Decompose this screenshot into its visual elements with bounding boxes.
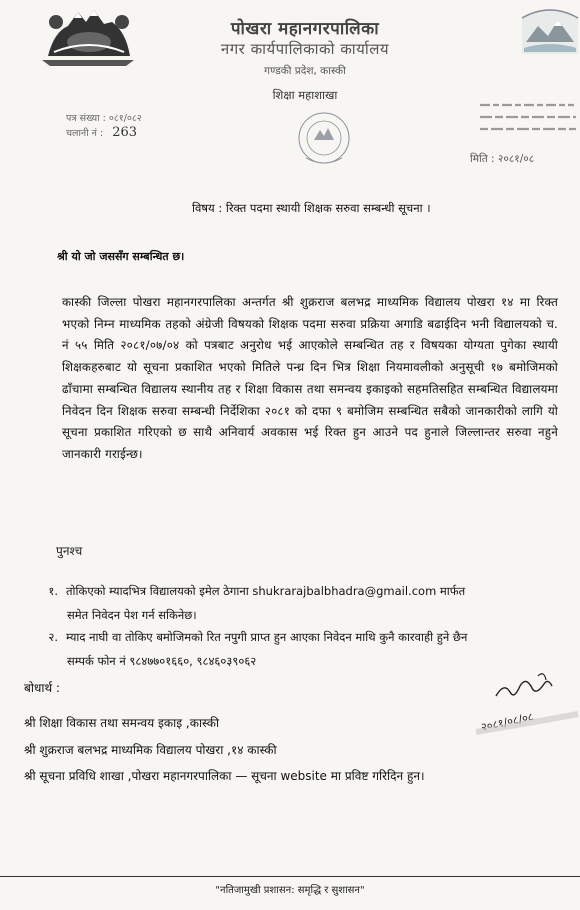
official-stamp [290, 110, 358, 170]
province-district: गण्डकी प्रदेश, कास्की [264, 65, 346, 77]
letter-date: मिति : २०८१/०८ [470, 153, 535, 165]
subject-line: विषय : रिक्त पदमा स्थायी शिक्षक सरुवा सम्बन्धी सूचना । [192, 201, 431, 215]
salutation: श्री यो जो जससँग सम्बन्धित छ। [57, 250, 185, 263]
cc-recipient: श्री शुक्रराज बलभद्र माध्यमिक विद्यालय पोखरा ,१४ कास्की [24, 743, 277, 757]
postscript-item-1 [34, 579, 562, 627]
item-text: म्याद नाघी वा तोकिए बमोजिमको रित नपुगी प्राप्त हुन आएका निवेदन माथि कुनै कारवाही हुने छैन [66, 630, 468, 644]
signature-date: २०८१/०८/०८ [479, 710, 535, 734]
municipality-name: पोखरा महानगरपालिका [230, 19, 380, 39]
item-number: १. [48, 584, 58, 598]
nepal-emblem-logo [34, 2, 144, 68]
item-text: तोकिएको म्यादभित्र विद्यालयको इमेल ठेगाना shukrarajbalbhadra@gmail.com मार्फत [66, 584, 466, 598]
footer-slogan: "नतिजामुखी प्रशासन: समृद्धि र सुशासन" [215, 885, 365, 896]
reference-number [66, 111, 142, 124]
reference-label: पत्र संख्या : [66, 113, 106, 124]
cc-label: बोधार्थ : [24, 681, 60, 695]
office-name: नगर कार्यपालिकाको कार्यालय [220, 40, 390, 58]
postscript-label: पुनश्च [56, 544, 83, 558]
contact-info-block [478, 99, 578, 139]
footer-divider [0, 876, 580, 877]
dispatch-value: 263 [112, 125, 138, 140]
notice-body: कास्की जिल्ला पोखरा महानगरपालिका अन्तर्गत श्री शुक्रराज बलभद्र माध्यमिक विद्यालय पोखरा १४ मा रिक्त भएको निम्न माध्यमिक तहको अंग्रेजी विषयको शिक्षक पदमा सरुवा प्रक्रिया अगाडि बढाईदिन भनी विद्यालयको च. नं ५५ मिति २०८१/०७/०४ को पत्रबाट अनुरोध भई आएकोले सम्बन्धित तह र विषयका योग्यता पुगेका स्थायी शिक्षकहरुबाट यो सूचना प्रकाशित भएको मितिले पन्ध्र दिन भित्र शिक्षा नियमावलीको अनुसूची १७ बमोजिमको ढाँचामा सम्बन्धित विद्यालय स्थानीय तह र शिक्षा विकास तथा समन्वय इकाइको सहमतिसहित सम्बन्धित विद्यालयमा निवेदन दिन शिक्षक सरुवा सम्बन्धी निर्देशिका २०८१ को दफा ९ बमोजिम सम्बन्धित सबैको जानकारीको लागि यो सूचना प्रकाशित गरिएको छ साथै अनिवार्य अवकास भई रिक्त हुन आउने पद हुनाले जिल्लान्तर सरुवा नहुने जानकारी गराईन्छ। [62, 295, 558, 461]
dispatch-label: चलानी नं : [66, 128, 104, 139]
cc-recipient: श्री शिक्षा विकास तथा समन्वय इकाइ ,कास्की [24, 716, 220, 730]
cc-recipient: श्री सूचना प्रविधि शाखा ,पोखरा महानगरपालिका — सूचना website मा प्रविष्ट गरिदिन हुन। [24, 769, 425, 783]
dispatch-number [66, 125, 137, 140]
item-number: २. [48, 630, 58, 644]
item-text-continued: सम्पर्क फोन नं ९८४७७०१६६०, ९८४६०३९०६२ [67, 654, 257, 668]
pokhara-city-logo [520, 4, 580, 60]
signature [474, 662, 580, 740]
division-name: शिक्षा महाशाखा [272, 88, 338, 102]
reference-value: ०८१/०८२ [108, 113, 142, 124]
item-text-continued: समेत निवेदन पेश गर्न सकिनेछ। [67, 608, 197, 622]
